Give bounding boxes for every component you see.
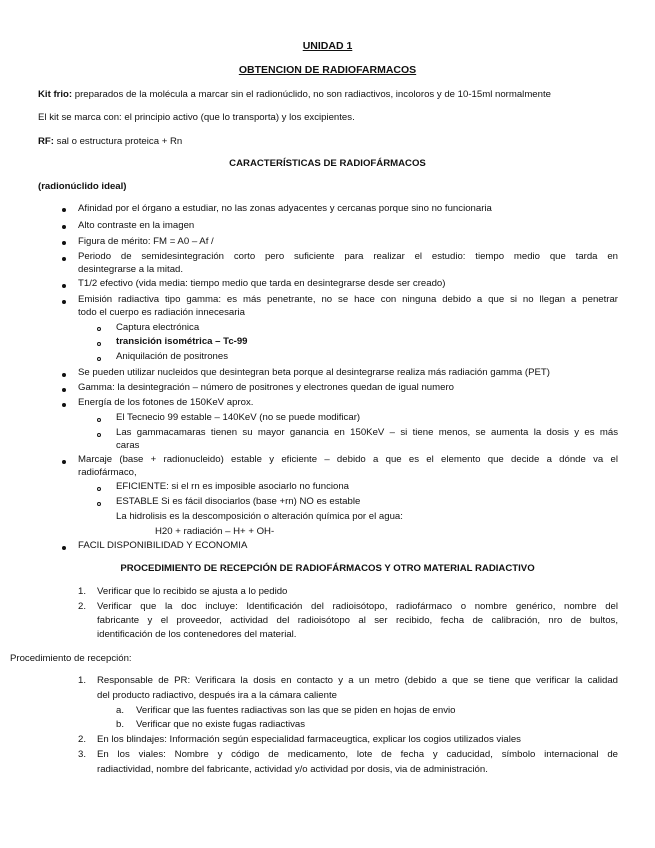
list-item-continuation: identificación de los contenedores del material.: [97, 629, 297, 640]
bullet-icon: [62, 300, 66, 304]
list-item: Emisión radiactiva tipo gamma: es más penetrante, no se hace con ninguna debido a que si no llegan a penetrar: [78, 294, 618, 305]
sub-list-item: Las gammacamaras tienen su mayor ganancia en 150KeV – si tiene menos, se aumenta la dosis y es más: [116, 427, 618, 438]
sub-list-item: Aniquilación de positrones: [116, 351, 229, 362]
list-item: Afinidad por el órgano a estudiar, no las zonas adyacentes y cercanas porque sino no funcionaria: [78, 203, 492, 214]
rf-text: sal o estructura proteica + Rn: [53, 136, 183, 147]
item-number: 1.: [78, 586, 87, 597]
hydrolysis-note: La hidrolisis es la descomposición o alteración química por el agua:: [116, 511, 403, 522]
circle-bullet-icon: [97, 418, 101, 422]
list-item-continuation: desintegrarse a la mitad.: [78, 264, 184, 275]
section-heading-caracteristicas: CARACTERÍSTICAS DE RADIOFÁRMACOS: [229, 158, 426, 169]
section-heading-recepcion: Procedimiento de recepción:: [10, 653, 132, 664]
list-item: Responsable de PR: Verificara la dosis en contacto y a un metro (debido a que se tiene que verificar la calidad: [97, 675, 618, 686]
sub-list-item: ESTABLE Si es fácil disociarlos (base +rn) NO es estable: [116, 496, 361, 507]
list-item: En los blindajes: Información según especialidad farmaceugtica, explicar los cogios utilizados viales: [97, 734, 521, 745]
list-item: En los viales: Nombre y código de medicamento, lote de fecha y caducidad, símbolo internacional de: [97, 749, 618, 760]
list-item-continuation: fabricante y el proveedor, actividad del radioisótopo al ser recibido, fecha de calibración, nro de bultos,: [97, 615, 618, 626]
kit-marca-line: El kit se marca con: el principio activo (que lo transporta) y los excipientes.: [38, 112, 355, 123]
item-number: 2.: [78, 601, 87, 612]
bullet-icon: [62, 208, 66, 212]
sub-item-letter: a.: [116, 705, 125, 716]
rf-label: RF:: [38, 136, 54, 147]
list-item-continuation: del producto radiactivo, después ira a la cámara caliente: [97, 690, 337, 701]
sub-list-item: Captura electrónica: [116, 322, 200, 333]
bullet-icon: [62, 388, 66, 392]
bullet-icon: [62, 257, 66, 261]
kit-frio-line: [38, 89, 551, 101]
rf-line: [38, 136, 182, 148]
circle-bullet-icon: [97, 487, 101, 491]
list-item: Energía de los fotones de 150KeV aprox.: [78, 397, 254, 408]
list-item: Marcaje (base + radionucleido) estable y eficiente – debido a que es el elemento que decide a dónde va el: [78, 454, 618, 465]
list-item: Verificar que lo recibido se ajusta a lo pedido: [97, 586, 288, 597]
section-subheading: (radionúclido ideal): [38, 181, 127, 192]
item-number: 3.: [78, 749, 87, 760]
sub-list-item: EFICIENTE: si el rn es imposible asociarlo no funciona: [116, 481, 350, 492]
circle-bullet-icon: [97, 433, 101, 437]
circle-bullet-icon: [97, 502, 101, 506]
bullet-icon: [62, 225, 66, 229]
sub-list-item: Verificar que no existe fugas radiactivas: [136, 719, 306, 730]
sub-list-item: transición isométrica – Tc-99: [116, 336, 248, 347]
list-item: T1/2 efectivo (vida media: tiempo medio que tarda en desintegrarse desde ser creado): [78, 278, 446, 289]
list-item-continuation: radiactividad, nombre del fabricante, actividad y/o actividad por dosis, via de administración.: [97, 764, 488, 775]
bullet-icon: [62, 373, 66, 377]
list-item-continuation: todo el cuerpo es radiación innecesaria: [78, 307, 245, 318]
page-subtitle: OBTENCION DE RADIOFARMACOS: [238, 64, 417, 76]
page-title: UNIDAD 1: [302, 40, 353, 52]
bullet-icon: [62, 460, 66, 464]
bullet-icon: [62, 546, 66, 550]
bullet-icon: [62, 403, 66, 407]
sub-list-item: Verificar que las fuentes radiactivas son las que se piden en hojas de envio: [136, 705, 456, 716]
kit-frio-text: preparados de la molécula a marcar sin el radionúclido, no son radiactivos, incoloros y de 10-15ml normalmente: [72, 89, 551, 100]
bullet-icon: [62, 241, 66, 245]
list-item: Se pueden utilizar nucleidos que desintegran beta porque al desintegrarse realiza más radiación gamma (PET): [78, 367, 550, 378]
list-item: Alto contraste en la imagen: [78, 220, 195, 231]
sub-item-letter: b.: [116, 719, 125, 730]
sub-list-item-continuation: caras: [116, 440, 140, 451]
list-item: Figura de mérito: FM = A0 – Af /: [78, 236, 214, 247]
circle-bullet-icon: [97, 327, 101, 331]
list-item: Gamma: la desintegración – número de positrones y electrones quedan de igual numero: [78, 382, 454, 393]
list-item-continuation: radiofármaco,: [78, 467, 137, 478]
item-number: 2.: [78, 734, 87, 745]
bullet-icon: [62, 284, 66, 288]
item-number: 1.: [78, 675, 87, 686]
list-item: Periodo de semidesintegración corto pero suficiente para realizar el estudio: tiempo medio que tarda en: [78, 251, 618, 262]
section-heading-procedimiento: PROCEDIMIENTO DE RECEPCIÓN DE RADIOFÁRMACOS Y OTRO MATERIAL RADIACTIVO: [120, 563, 535, 574]
hydrolysis-formula: H20 + radiación – H+ + OH-: [155, 526, 275, 537]
kit-frio-label: Kit frio:: [38, 89, 73, 100]
sub-list-item: El Tecnecio 99 estable – 140KeV (no se puede modificar): [116, 412, 361, 423]
circle-bullet-icon: [97, 357, 101, 361]
circle-bullet-icon: [97, 342, 101, 346]
list-item: FACIL DISPONIBILIDAD Y ECONOMIA: [78, 540, 248, 551]
list-item: Verificar que la doc incluye: Identificación del radioisótopo, radiofármaco o nombre genérico, nombre del: [97, 601, 618, 612]
